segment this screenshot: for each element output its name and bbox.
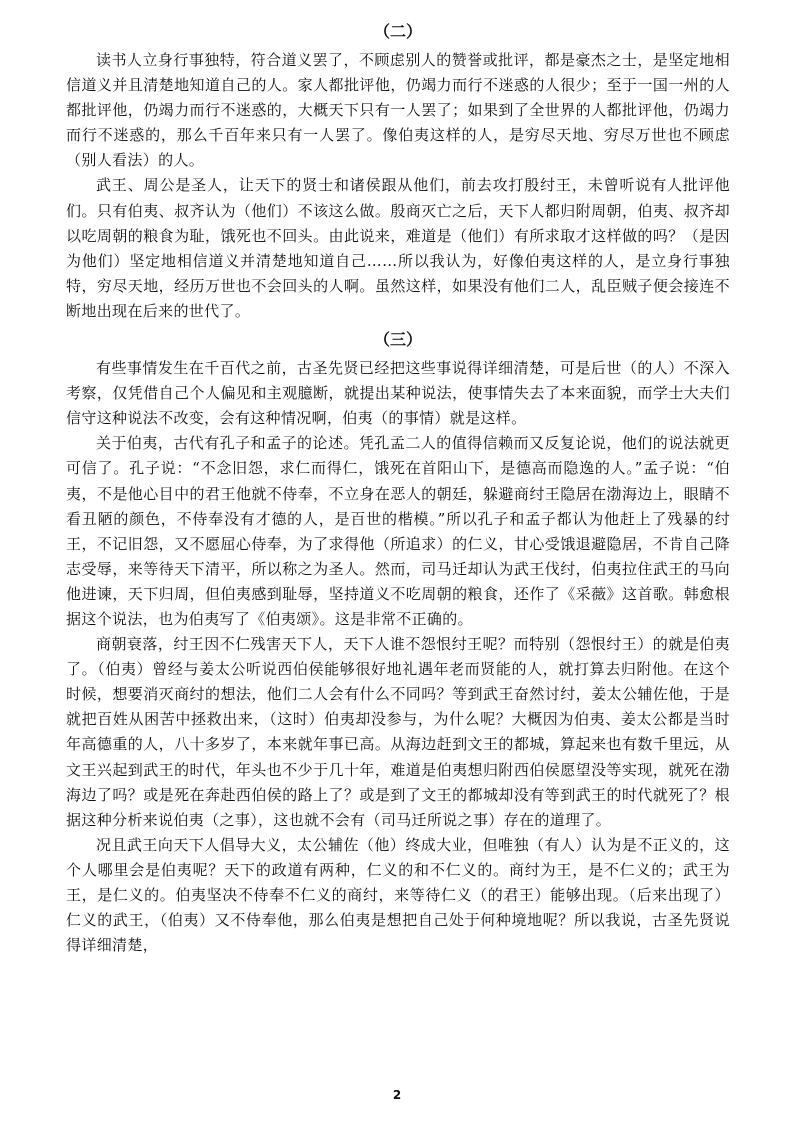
page-number: 2 [392, 1088, 402, 1102]
paragraph: 况且武王向天下人倡导大义，太公辅佐（他）终成大业，但唯独（有人）认为是不正义的，这个人哪里会是伯夷呢？天下的政道有两种，仁义的和不仁义的。商纣为王，是不仁义的；武王为王，是仁义的。伯夷坚决不侍奉不仁义的商纣，来等待仁义（的君王）能够出现。（后来出现了）仁义的武王，（伯夷）又不侍奉他，那么伯夷是想把自己处于何种境地呢？所以我说，古圣先贤说得详细清楚， [66, 835, 730, 955]
section-heading-3: （三） [373, 330, 422, 350]
paragraph: 武王、周公是圣人，让天下的贤士和诸侯跟从他们，前去攻打殷纣王，未曾听说有人批评他们。只有伯夷、叔齐认为（他们）不该这么做。殷商灭亡之后，天下人都归附周朝，伯夷、叔齐却以吃周朝的粮食为耻，饿死也不回头。由此说来，难道是（他们）有所求取才这样做的吗？（是因为他们）坚定地相信道义并清楚地知道自己……所以我认为，好像伯夷这样的人，是立身行事独特，穷尽天地，经历万世也不会回头的人啊。虽然这样，如果没有他们二人，乱臣贼子便会接连不断地出现在后来的世代了。 [66, 176, 730, 320]
paragraph: 关于伯夷，古代有孔子和孟子的论述。凭孔孟二人的值得信赖而又反复论说，他们的说法就更可信了。孔子说：“不念旧怨，求仁而得仁，饿死在首阳山下，是德高而隐逸的人。”孟子说：“伯夷，不是他心目中的君王他就不侍奉，不立身在恶人的朝廷，躲避商纣王隐居在渤海边上，眼睛不看丑陋的颜色，不侍奉没有才德的人，是百世的楷模。”所以孔子和孟子都认为他赶上了残暴的纣王，不记旧怨，又不愿屈心侍奉，为了求得他（所追求）的仁义，甘心受饿退避隐居，不肯自己降志受辱，来等待天下清平，所以称之为圣人。然而，司马迁却认为武王伐纣，伯夷拉住武王的马向他进谏，天下归周，但伯夷感到耻辱，坚持道义不吃周朝的粮食，还作了《采薇》这首歌。韩愈根据这个说法，也为伯夷写了《伯夷颂》。这是非常不正确的。 [66, 434, 730, 628]
paragraph: 有些事情发生在千百代之前，古圣先贤已经把这些事说得详细清楚，可是后世（的人）不深入考察，仅凭借自己个人偏见和主观臆断，就提出某种说法，使事情失去了本来面貌，而学士大夫们信守这种说法不改变，会有这种情况啊，伯夷（的事情）就是这样。 [66, 359, 730, 428]
paragraph: 商朝衰落，纣王因不仁残害天下人，天下人谁不怨恨纣王呢？而特别（怨恨纣王）的就是伯夷了。（伯夷）曾经与姜太公听说西伯侯能够很好地礼遇年老而贤能的人，就打算去归附他。在这个时候，想要消灭商纣的想法，他们二人会有什么不同吗？等到武王奋然讨纣，姜太公辅佐他，于是就把百姓从困苦中拯救出来，（这时）伯夷却没参与，为什么呢？大概因为伯夷、姜太公都是当时年高德重的人，八十多岁了，本来就年事已高。从海边赶到文王的都城，算起来也有数千里远，从文王兴起到武王的时代，年头也不少于几十年，难道是伯夷想归附西伯侯愿望没等实现，就死在渤海边了吗？或是死在奔赴西伯侯的路上了？或是到了文王的都城却没有等到武王的时代就死了？根据这种分析来说伯夷（之事），这也就不会有（司马迁所说之事）存在的道理了。 [66, 635, 730, 829]
document-body [66, 16, 730, 958]
paragraph: 读书人立身行事独特，符合道义罢了，不顾虑别人的赞誉或批评，都是豪杰之士，是坚定地相信道义并且清楚地知道自己的人。家人都批评他，仍竭力而行不迷惑的人很少；至于一国一州的人都批评他，仍竭力而行不迷惑的，大概天下只有一人罢了；如果到了全世界的人都批评他，仍竭力而行不迷惑的，那么千百年来只有一人罢了。像伯夷这样的人，是穷尽天地、穷尽万世也不顾虑（别人看法）的人。 [66, 51, 730, 170]
section-heading-2: （二） [373, 22, 422, 41]
